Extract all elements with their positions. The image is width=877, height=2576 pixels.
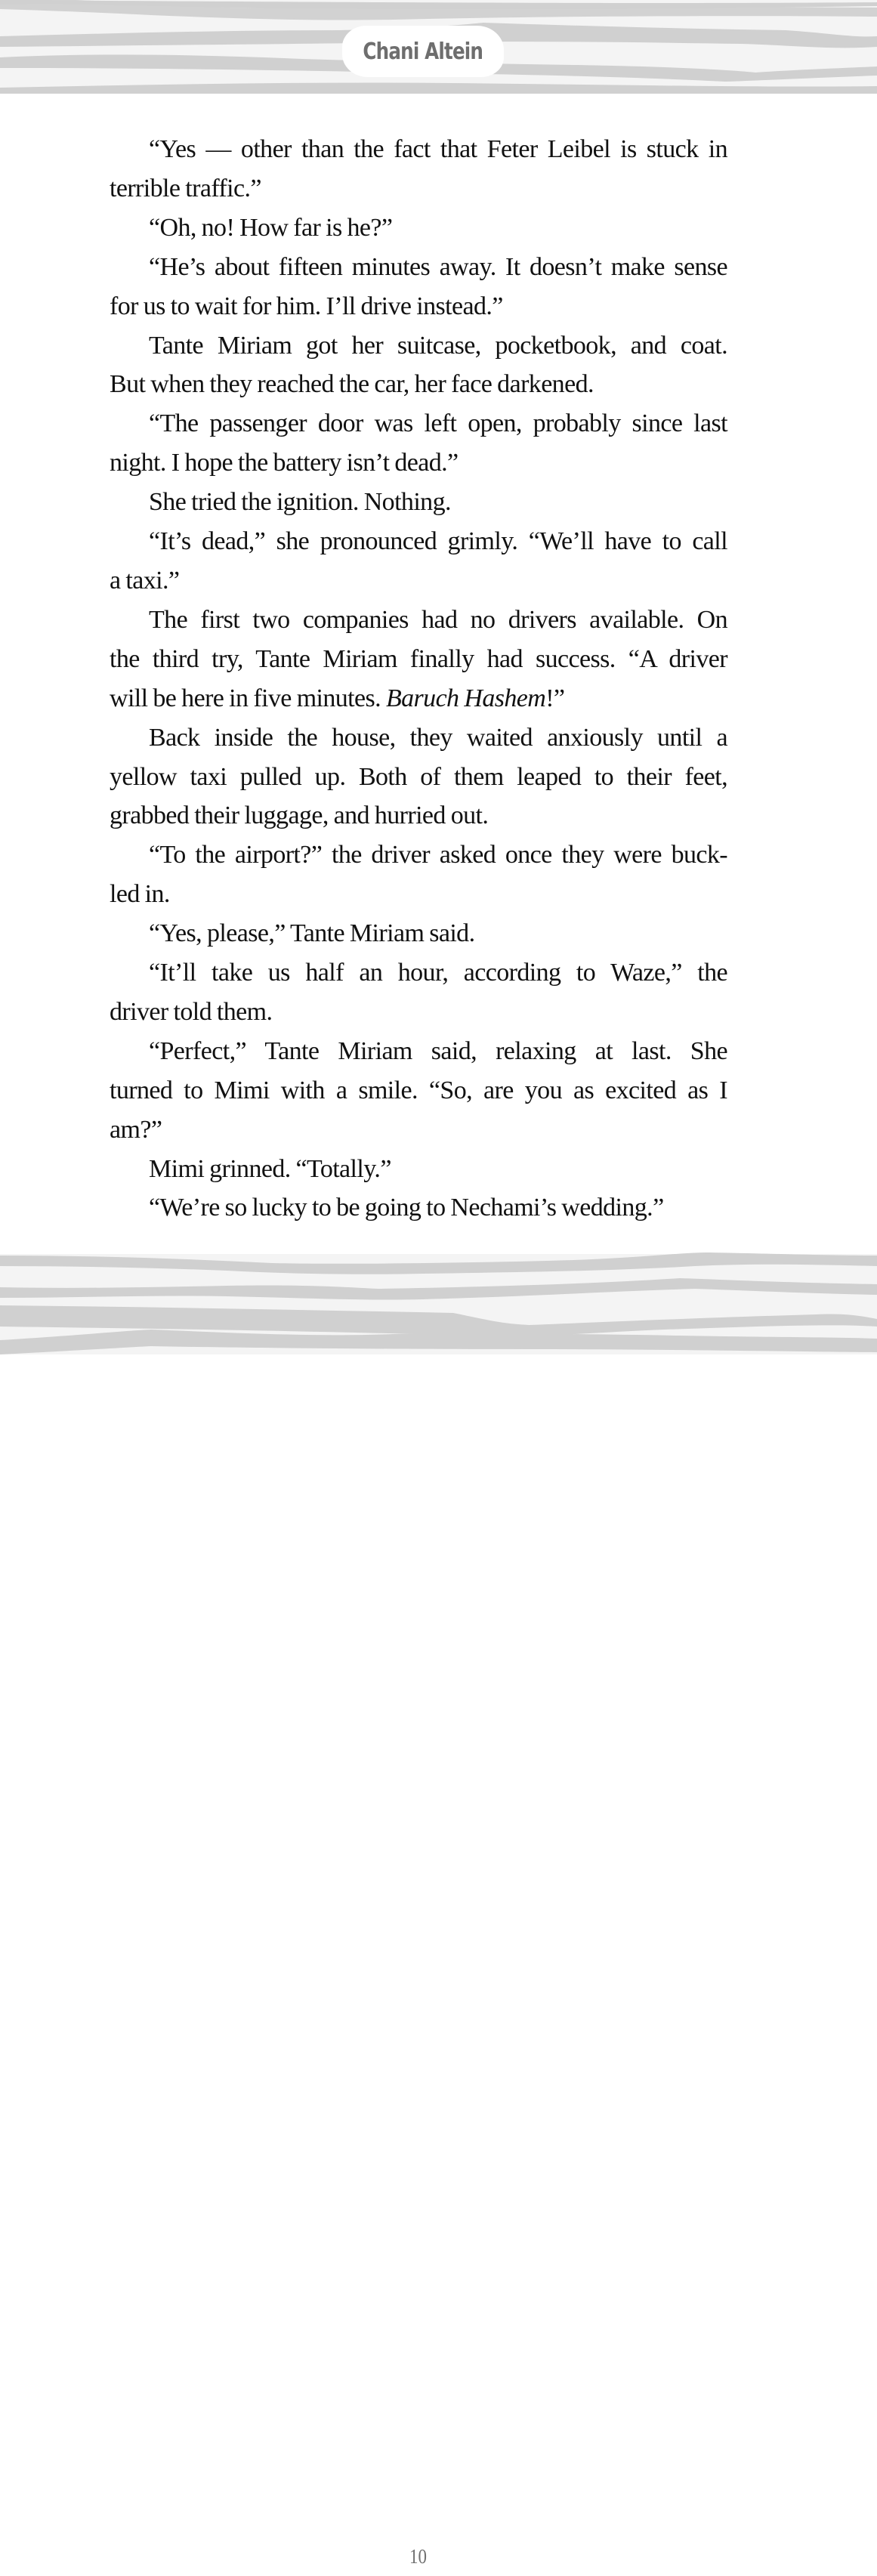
text-line: “Yes, please,” Tante Miriam said.: [149, 919, 475, 948]
italic-phrase: Baruch Hashem: [385, 684, 546, 712]
text-line: “To the airport?” the driver asked once they were buck-: [149, 841, 727, 869]
paragraph: [110, 404, 727, 483]
text-line: “It’ll take us half an hour, according to Waze,” the: [149, 959, 727, 987]
paragraph: [110, 601, 727, 718]
text-line: a taxi.”: [110, 566, 180, 595]
author-name-badge: [344, 27, 502, 76]
text-line: the third try, Tante Miriam finally had success. “A driver: [110, 644, 727, 673]
text-line: driver told them.: [110, 997, 273, 1026]
paragraph: [110, 953, 727, 1032]
header-band: [0, 0, 877, 95]
text-line: “Oh, no! How far is he?”: [149, 213, 393, 242]
text-line: yellow taxi pulled up. Both of them leaped to their feet,: [110, 762, 727, 791]
text-line: night. I hope the battery isn’t dead.”: [110, 449, 459, 477]
paragraph: [110, 1032, 727, 1150]
text-line: “It’s dead,” she pronounced grimly. “We’ll have to call: [149, 527, 727, 556]
paragraph: [110, 836, 727, 914]
text-line: “The passenger door was left open, probably since last: [149, 409, 727, 438]
text-line: terrible traffic.”: [110, 174, 261, 202]
text-line: Back inside the house, they waited anxiously until a: [149, 723, 727, 752]
paragraph: [110, 1188, 727, 1228]
paragraph: [110, 718, 727, 836]
text-line: “Perfect,” Tante Miriam said, relaxing at last. She: [149, 1036, 727, 1065]
paragraph: [110, 1150, 727, 1189]
text-line: The first two companies had no drivers available. On: [149, 605, 727, 634]
text-line: But when they reached the car, her face darkened.: [110, 370, 594, 399]
paragraph: [110, 483, 727, 522]
wavy-stripes-decoration: [0, 1251, 877, 1354]
footer-band: [0, 1251, 877, 2568]
page-body-text: [110, 130, 727, 1228]
text-line: [110, 679, 727, 718]
paragraph: [110, 914, 727, 953]
page-number-badge: [394, 2537, 441, 2576]
page-number: 10: [409, 2544, 427, 2568]
paragraph: [110, 326, 727, 405]
paragraph: [110, 522, 727, 601]
text-line: for us to wait for him. I’ll drive instead.”: [110, 292, 503, 320]
paragraph: [110, 208, 727, 248]
text-line: grabbed their luggage, and hurried out.: [110, 802, 489, 830]
text-line: Mimi grinned. “Totally.”: [149, 1154, 391, 1183]
text-line: She tried the ignition. Nothing.: [149, 488, 451, 517]
text-line: Tante Miriam got her suitcase, pocketbook, and coat.: [149, 331, 727, 360]
author-name: Chani Altein: [363, 38, 483, 65]
paragraph: [110, 130, 727, 208]
text-line: “We’re so lucky to be going to Nechami’s wedding.”: [149, 1194, 664, 1222]
paragraph: [110, 248, 727, 326]
text-line: “Yes — other than the fact that Feter Leibel is stuck in: [149, 135, 727, 163]
text-line: am?”: [110, 1115, 162, 1144]
text-run: !”: [545, 684, 565, 712]
text-run: will be here in five minutes.: [110, 684, 386, 712]
text-line: turned to Mimi with a smile. “So, are you as excited as I: [110, 1076, 727, 1104]
text-line: led in.: [110, 880, 170, 909]
text-line: “He’s about fifteen minutes away. It doesn’t make sense: [149, 252, 727, 281]
